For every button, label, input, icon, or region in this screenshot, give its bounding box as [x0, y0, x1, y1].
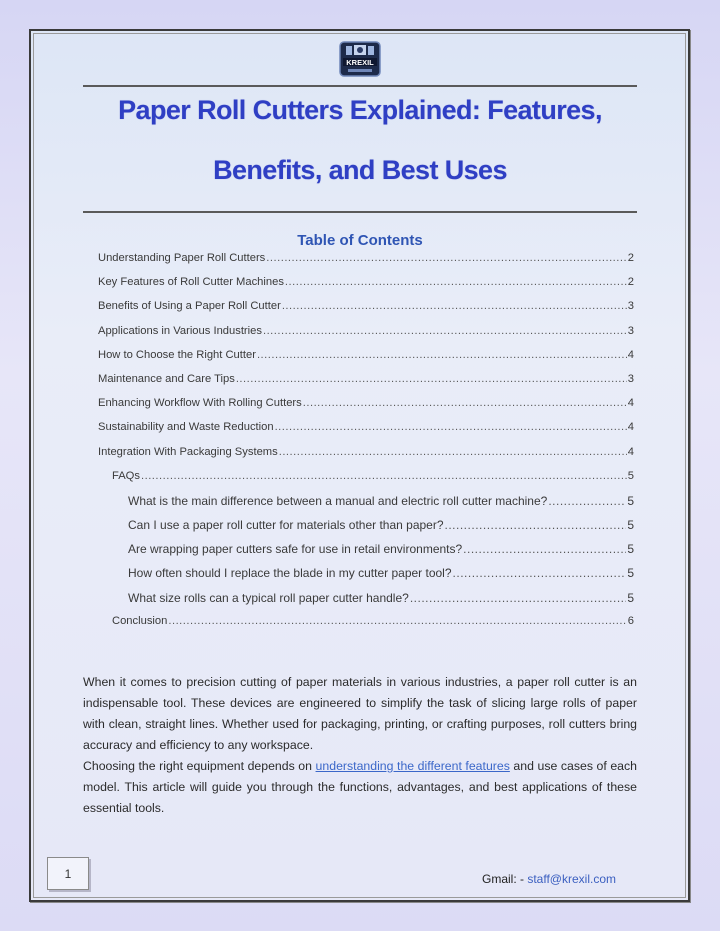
toc-entry-page: 5: [627, 542, 634, 557]
krexil-logo: [338, 40, 382, 78]
second-paragraph: [83, 756, 637, 819]
toc-leader: [548, 494, 626, 508]
toc-entry-page: 3: [627, 300, 634, 313]
toc-entry-label: What size rolls can a typical roll paper cutter handle?: [128, 590, 409, 605]
toc-entry-page: 5: [627, 493, 634, 508]
toc-leader: [168, 615, 626, 627]
toc-entry-label: Key Features of Roll Cutter Machines: [98, 276, 284, 289]
toc-entry[interactable]: [98, 591, 634, 615]
logo-text: KREXIL: [346, 58, 374, 67]
toc-entry-label: What is the main difference between a manual and electric roll cutter machine?: [128, 493, 548, 508]
email-label: Gmail: -: [482, 872, 524, 886]
email-address[interactable]: staff@krexil.com: [527, 872, 616, 886]
features-link[interactable]: understanding the different features: [315, 759, 510, 773]
toc-leader: [285, 276, 627, 288]
toc-entry-page: 4: [627, 397, 634, 410]
toc-entry[interactable]: [98, 542, 634, 566]
toc-entry-label: Enhancing Workflow With Rolling Cutters: [98, 397, 302, 410]
toc-entry-page: 5: [627, 566, 634, 581]
toc-leader: [445, 518, 627, 532]
page-number: 1: [64, 866, 72, 881]
page-title-line-2: Benefits, and Best Uses: [213, 155, 507, 185]
toc-entry[interactable]: [98, 373, 634, 397]
toc-entry-page: 3: [627, 372, 634, 385]
toc-leader: [282, 300, 627, 312]
toc-entry[interactable]: [98, 349, 634, 373]
toc-entry[interactable]: [98, 421, 634, 445]
toc-entry[interactable]: [98, 566, 634, 590]
toc-entry-label: How to Choose the Right Cutter: [98, 348, 256, 361]
toc-heading: Table of Contents: [297, 232, 423, 249]
para2-text-before: Choosing the right equipment depends on: [83, 759, 316, 773]
toc-entry-label: How often should I replace the blade in my cutter paper tool?: [128, 566, 452, 581]
toc-entry[interactable]: [98, 325, 634, 349]
toc-entry-label: Applications in Various Industries: [98, 324, 262, 337]
toc-entry-page: 4: [627, 421, 634, 434]
toc-entry-label: Sustainability and Waste Reduction: [98, 421, 274, 434]
toc-entry-label: Conclusion: [112, 614, 168, 627]
toc-entry[interactable]: [98, 470, 634, 494]
toc-entry[interactable]: [98, 276, 634, 300]
toc-entry-label: Can I use a paper roll cutter for materials other than paper?: [128, 518, 444, 533]
toc-leader: [257, 349, 627, 361]
intro-paragraph: When it comes to precision cutting of paper materials in various industries, a paper roll cutter is an indispensable tool. These devices are engineered to simplify the task of slicing large rolls of paper with clean, straight lines. Whether used for packaging, printing, or crafting purposes, roll cutters bring accuracy and efficiency to any workspace.: [83, 675, 637, 752]
toc-entry[interactable]: [98, 397, 634, 421]
toc-entry-label: Understanding Paper Roll Cutters: [98, 252, 266, 264]
page-title-line-1: Paper Roll Cutters Explained: Features,: [118, 95, 602, 125]
toc-leader: [463, 542, 626, 556]
toc-entry[interactable]: [98, 615, 634, 639]
toc-entry-page: 2: [627, 276, 634, 289]
toc-entry[interactable]: [98, 252, 634, 276]
toc-entry-page: 4: [627, 348, 634, 361]
toc-leader: [303, 397, 627, 409]
krexil-badge-icon: [339, 41, 381, 77]
toc-entry-page: 5: [627, 469, 634, 482]
toc-entry[interactable]: [98, 300, 634, 324]
toc-entry-label: Benefits of Using a Paper Roll Cutter: [98, 300, 281, 313]
toc-leader: [410, 591, 627, 605]
toc-entry-label: Integration With Packaging Systems: [98, 445, 278, 458]
toc-leader: [453, 566, 627, 580]
toc-leader: [141, 470, 627, 482]
toc-leader: [263, 325, 627, 337]
footer-contact: [482, 872, 616, 886]
toc-entry-page: 6: [627, 614, 634, 627]
para2-text-after: and use cases of each model. This article will guide you through the functions, advantages, and best applications of these essential tools.: [83, 759, 637, 815]
toc-leader: [236, 373, 627, 385]
toc-entry[interactable]: [98, 494, 634, 518]
toc-entry-page: 4: [627, 445, 634, 458]
toc-entry[interactable]: [98, 446, 634, 470]
toc-entry-label: Are wrapping paper cutters safe for use in retail environments?: [128, 542, 463, 557]
toc-entry-page: 3: [627, 324, 634, 337]
page-number-box: [47, 857, 89, 890]
toc-leader: [275, 421, 627, 433]
toc-entry[interactable]: [98, 518, 634, 542]
toc-entry-label: Maintenance and Care Tips: [98, 372, 235, 385]
table-of-contents: [98, 252, 634, 639]
toc-entry-page: 2: [627, 252, 634, 264]
toc-leader: [279, 446, 627, 458]
toc-entry-label: FAQs: [112, 469, 140, 482]
toc-entry-page: 5: [627, 518, 634, 533]
toc-entry-page: 5: [627, 590, 634, 605]
title-rule-bottom: [83, 211, 637, 213]
toc-leader: [266, 252, 626, 264]
title-rule-top: [83, 85, 637, 87]
